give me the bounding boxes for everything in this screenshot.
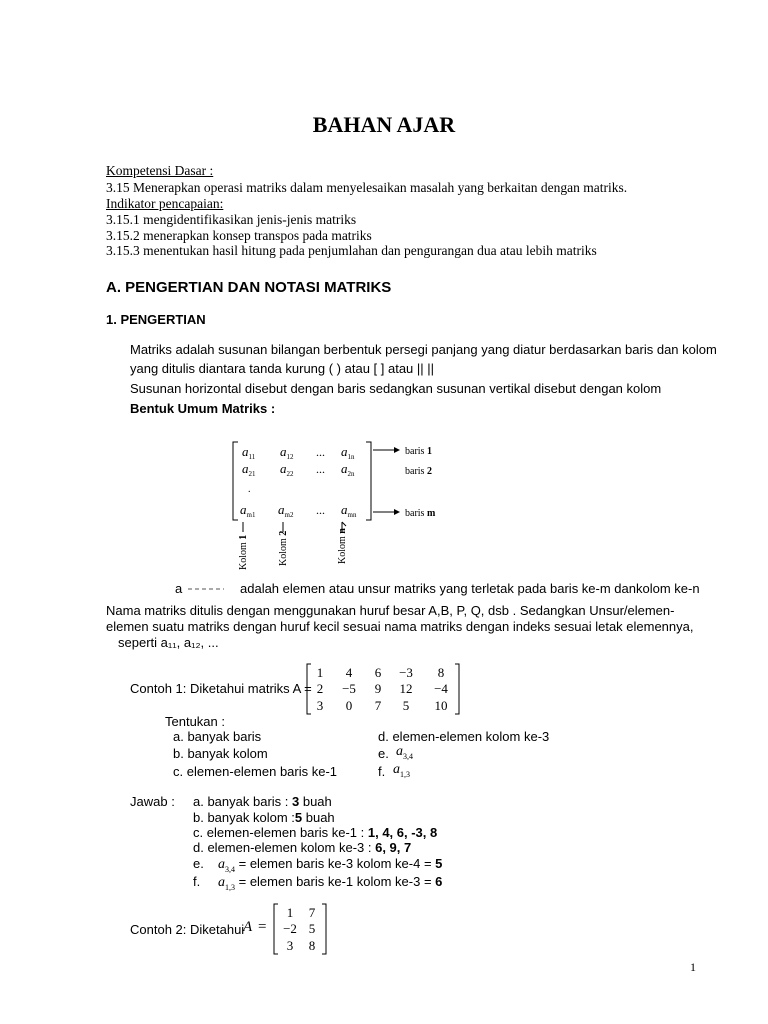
matrix-cell: 1 bbox=[316, 665, 324, 680]
indikator-2: 3.15.2 menerapkan konsep transpos pada matriks bbox=[106, 228, 372, 243]
answer-f-detail: $a_{1,3}$ = elemen baris ke-1 kolom ke-3 = 6 bbox=[218, 874, 443, 892]
pengertian-line-3: Susunan horizontal disebut dengan baris sedangkan susunan vertikal disebut dengan kolom bbox=[130, 381, 662, 396]
contoh-2-matrix bbox=[272, 902, 332, 956]
col-label-n: Kolom n bbox=[337, 528, 348, 564]
general-matrix-diagram bbox=[228, 436, 458, 576]
row-label-m: baris m bbox=[405, 508, 436, 519]
contoh-2-label: Contoh 2: Diketahui bbox=[130, 922, 245, 937]
matrix-right-bracket bbox=[322, 904, 326, 954]
answer-e-detail: $a_{3,4}$ = elemen baris ke-3 kolom ke-4 = 5 bbox=[218, 856, 443, 874]
kd-315: 3.15 Menerapkan operasi matriks dalam menyelesaikan masalah yang berkaitan dengan matriks. bbox=[106, 180, 628, 195]
nama-matriks-line-1: Nama matriks ditulis dengan menggunakan huruf besar A,B, P, Q, dsb . Sedangkan Unsur/elemen- bbox=[106, 603, 675, 618]
matrix-entry-a11: $a_{11}$ bbox=[242, 444, 256, 461]
question-d: d. elemen-elemen kolom ke-3 bbox=[378, 729, 550, 744]
matrix-entry-dots-2: ... bbox=[316, 462, 325, 476]
question-a: a. banyak baris bbox=[173, 729, 262, 744]
contoh-1-label: Contoh 1: Diketahui matriks A = bbox=[130, 681, 312, 696]
elemen-a-symbol: a bbox=[175, 581, 183, 596]
matrix-cell: 7 bbox=[374, 698, 382, 713]
question-b: b. banyak kolom bbox=[173, 746, 268, 761]
contoh-2-matrix-name: A bbox=[243, 919, 253, 935]
contoh-2-equals: = bbox=[258, 919, 267, 935]
answer-f: f. bbox=[193, 874, 201, 889]
matrix-entry-a2n: $a_{2n}$ bbox=[341, 461, 355, 478]
pengertian-line-2: yang ditulis diantara tanda kurung ( ) atau [ ] atau || || bbox=[130, 361, 435, 376]
amn-placeholder-icon bbox=[186, 584, 226, 594]
col-label-1: Kolom 1 bbox=[238, 534, 249, 570]
matrix-left-bracket bbox=[307, 664, 311, 714]
elemen-definition: adalah elemen atau unsur matriks yang terletak pada baris ke-m dankolom ke-n bbox=[240, 581, 700, 596]
nama-matriks-line-3: seperti a₁₁, a₁₂, ... bbox=[118, 635, 219, 650]
matrix-entry-a1n: $a_{1n}$ bbox=[341, 444, 355, 461]
matrix-cell: 0 bbox=[345, 698, 353, 713]
tentukan-label: Tentukan : bbox=[165, 714, 225, 729]
contoh-1-matrix bbox=[305, 662, 465, 716]
matrix-cell: 9 bbox=[374, 681, 382, 696]
question-e-symbol: $a_{3,4}$ bbox=[396, 744, 413, 761]
matrix-vertical-dot: . bbox=[248, 484, 251, 495]
pengertian-line-1: Matriks adalah susunan bilangan berbentuk persegi panjang yang diatur berdasarkan baris dan kolom bbox=[130, 342, 717, 357]
matrix-cell: 6 bbox=[374, 665, 382, 680]
kd-heading: Kompetensi Dasar : bbox=[106, 163, 214, 178]
answer-a: a. banyak baris : 3 buah bbox=[193, 794, 332, 809]
matrix-entry-dots-1: ... bbox=[316, 445, 325, 459]
matrix-entry-a21: $a_{21}$ bbox=[242, 461, 256, 478]
matrix-entry-am1: $a_{m1}$ bbox=[240, 502, 256, 519]
matrix-left-bracket bbox=[274, 904, 278, 954]
section-a-heading: A. PENGERTIAN DAN NOTASI MATRIKS bbox=[106, 279, 392, 296]
answer-b: b. banyak kolom :5 buah bbox=[193, 810, 335, 825]
matrix-left-bracket bbox=[233, 442, 238, 520]
matrix-cell: 8 bbox=[437, 665, 445, 680]
question-e: e. bbox=[378, 746, 389, 761]
matrix-cell: 5 bbox=[308, 921, 316, 936]
matrix-cell: −4 bbox=[434, 681, 448, 696]
matrix-cell: 7 bbox=[308, 905, 316, 920]
arrow-right-icon bbox=[394, 509, 400, 515]
arrow-right-icon bbox=[394, 447, 400, 453]
matrix-cell: 12 bbox=[399, 681, 413, 696]
answer-c: c. elemen-elemen baris ke-1 : 1, 4, 6, -3, 8 bbox=[193, 825, 438, 840]
question-f: f. bbox=[378, 764, 386, 779]
page-number: 1 bbox=[690, 960, 696, 974]
matrix-cell: 3 bbox=[286, 938, 294, 953]
matrix-cell: 3 bbox=[316, 698, 324, 713]
subsection-1-heading: 1. PENGERTIAN bbox=[106, 312, 206, 327]
question-c: c. elemen-elemen baris ke-1 bbox=[173, 764, 338, 779]
jawab-label: Jawab : bbox=[130, 794, 175, 809]
matrix-entry-a22: $a_{22}$ bbox=[280, 461, 294, 478]
page-title: BAHAN AJAR bbox=[312, 112, 456, 137]
indikator-1: 3.15.1 mengidentifikasikan jenis-jenis matriks bbox=[106, 212, 357, 227]
question-f-symbol: $a_{1,3}$ bbox=[393, 762, 410, 779]
matrix-cell: 5 bbox=[402, 698, 410, 713]
answer-d: d. elemen-elemen kolom ke-3 : 6, 9, 7 bbox=[193, 840, 412, 855]
indikator-heading: Indikator pencapaian: bbox=[106, 196, 224, 211]
answer-e: e. bbox=[193, 856, 204, 871]
matrix-entry-dots-m: ... bbox=[316, 503, 325, 517]
matrix-right-bracket bbox=[366, 442, 371, 520]
matrix-entry-amn: $a_{mn}$ bbox=[341, 502, 357, 519]
matrix-cell: 10 bbox=[434, 698, 448, 713]
col-label-2: Kolom 2 bbox=[278, 530, 289, 566]
bentuk-umum-heading: Bentuk Umum Matriks : bbox=[130, 401, 276, 416]
row-label-1: baris 1 bbox=[405, 446, 432, 457]
matrix-cell: 2 bbox=[316, 681, 324, 696]
matrix-entry-a12: $a_{12}$ bbox=[280, 444, 294, 461]
matrix-cell: −5 bbox=[342, 681, 356, 696]
matrix-cell: −3 bbox=[399, 665, 413, 680]
nama-matriks-line-2: elemen suatu matriks dengan huruf kecil sesuai nama matriks dengan indeks sesuai letak elemennya, bbox=[106, 619, 694, 634]
matrix-cell: 1 bbox=[286, 905, 294, 920]
matrix-right-bracket bbox=[455, 664, 459, 714]
matrix-cell: 4 bbox=[345, 665, 353, 680]
indikator-3: 3.15.3 menentukan hasil hitung pada penjumlahan dan pengurangan dua atau lebih matriks bbox=[106, 243, 597, 258]
matrix-cell: 8 bbox=[308, 938, 316, 953]
row-label-2: baris 2 bbox=[405, 466, 432, 477]
matrix-cell: −2 bbox=[283, 921, 297, 936]
matrix-entry-am2: $a_{m2}$ bbox=[278, 502, 294, 519]
